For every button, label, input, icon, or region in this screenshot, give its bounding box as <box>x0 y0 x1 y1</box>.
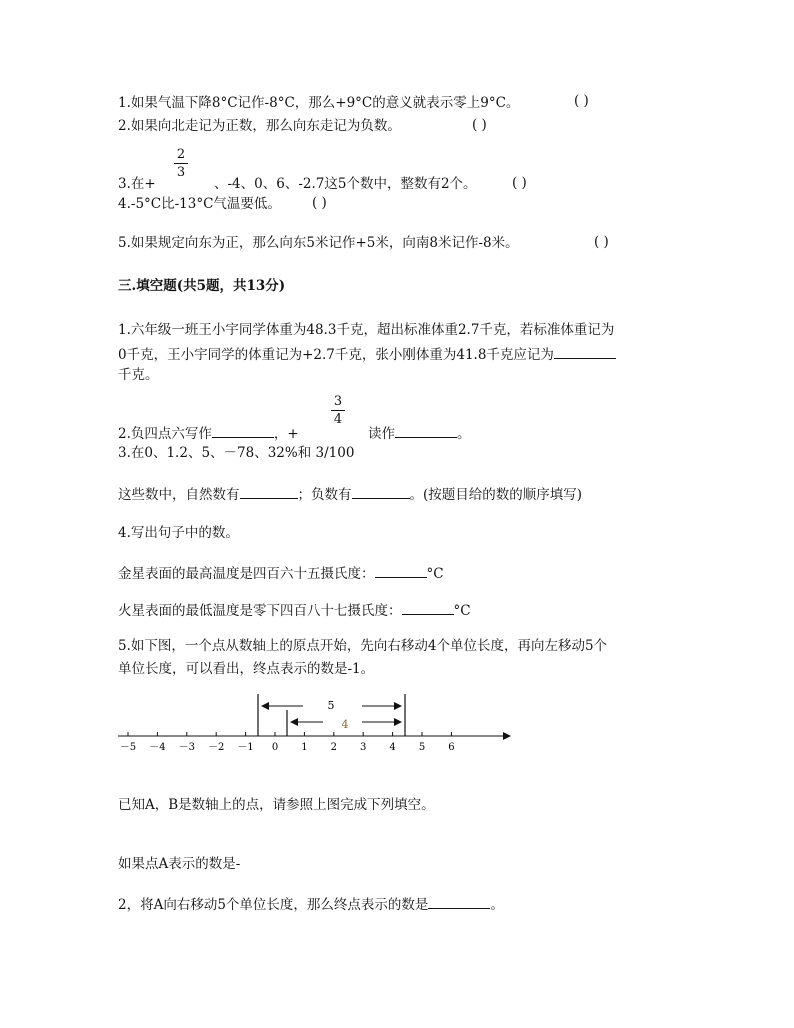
judge-q4: 4.-5°C比-13°C气温要低。 <box>118 196 281 212</box>
judge-q1: 1.如果气温下降8°C记作-8°C，那么+9°C的意义就表示零上9°C。 <box>118 95 520 111</box>
answer-blank[interactable] <box>428 894 490 909</box>
fill-q3-line2: 这些数中，自然数有 ；负数有 。(按题目给的数的顺序填写) <box>118 484 582 504</box>
fill-q1-line3: 千克。 <box>118 367 159 383</box>
answer-blank[interactable] <box>352 484 410 499</box>
arrow-label-4: 4 <box>341 718 349 731</box>
judge-q3: 、-4、0、6、-2.7这5个数中，整数有2个。 <box>214 176 477 192</box>
fill-q3-line1: 3.在0、1.2、5、－78、32%和 3/100 <box>118 445 355 461</box>
axis-tick-label: －3 <box>178 742 195 753</box>
fill-q5-line2: 单位长度，可以看出，终点表示的数是-1。 <box>118 661 375 677</box>
fill-q4-mars: 火星表面的最低温度是零下四百八十七摄氏度： °C <box>118 600 471 620</box>
fill-q1-line1: 1.六年级一班王小宇同学体重为48.3千克，超出标准体重2.7千克，若标准体重记为 <box>118 322 615 338</box>
answer-blank[interactable] <box>240 484 298 499</box>
judge-q5-paren: ( ) <box>594 234 609 250</box>
answer-blank[interactable] <box>395 423 457 438</box>
fill-q1-line2: 0千克，王小宇同学的体重记为+2.7千克，张小刚体重为41.8千克应记为 <box>118 344 616 364</box>
axis-tick-label: 0 <box>271 742 279 753</box>
fill-q5-last: 2，将A向右移动5个单位长度，那么终点表示的数是 。 <box>118 894 504 914</box>
axis-tick-label: 2 <box>330 742 337 753</box>
fill-q5-if: 如果点A表示的数是- <box>118 856 241 872</box>
axis-tick-label: －2 <box>208 742 225 753</box>
arrow-label-5: 5 <box>327 699 335 712</box>
judge-q1-paren: ( ) <box>574 93 589 109</box>
axis-tick-label: 4 <box>389 742 396 753</box>
answer-blank[interactable] <box>212 423 274 438</box>
judge-q3-fraction: 2 3 <box>174 147 188 180</box>
answer-blank[interactable] <box>375 563 427 578</box>
section-title: 三.填空题(共5题，共13分) <box>118 278 286 294</box>
axis-tick-label: 5 <box>418 742 426 753</box>
axis-tick-label: －5 <box>119 742 137 753</box>
axis-tick-label: －4 <box>149 742 166 753</box>
axis-tick-label: －1 <box>237 742 254 753</box>
judge-q2: 2.如果向北走记为正数，那么向东走记为负数。 <box>118 118 401 134</box>
number-line-figure <box>118 690 518 756</box>
fill-q2-read: 读作 。 <box>368 423 471 443</box>
axis-tick-label: 3 <box>360 742 367 753</box>
answer-blank[interactable] <box>554 344 616 359</box>
answer-blank[interactable] <box>402 600 454 615</box>
fill-q4-title: 4.写出句子中的数。 <box>118 525 239 541</box>
fill-q5-known: 已知A，B是数轴上的点，请参照上图完成下列填空。 <box>118 797 435 813</box>
fill-q5-line1: 5.如下图，一个点从数轴上的原点开始，先向右移动4个单位长度，再向左移动5个 <box>118 638 608 654</box>
fill-q4-venus: 金星表面的最高温度是四百六十五摄氏度： °C <box>118 563 444 583</box>
axis-tick-label: 6 <box>448 742 455 753</box>
fill-q2-fraction: 3 4 <box>331 394 345 427</box>
judge-q4-paren: ( ) <box>312 195 327 211</box>
judge-q3-prefix: 3.在+ <box>118 176 156 192</box>
axis-tick-label: 1 <box>301 742 308 753</box>
judge-q3-paren: ( ) <box>512 175 527 191</box>
fill-q2: 2.负四点六写作 ，+ <box>118 423 299 443</box>
judge-q2-paren: ( ) <box>472 117 487 133</box>
judge-q5: 5.如果规定向东为正，那么向东5米记作+5米，向南8米记作-8米。 <box>118 235 519 251</box>
